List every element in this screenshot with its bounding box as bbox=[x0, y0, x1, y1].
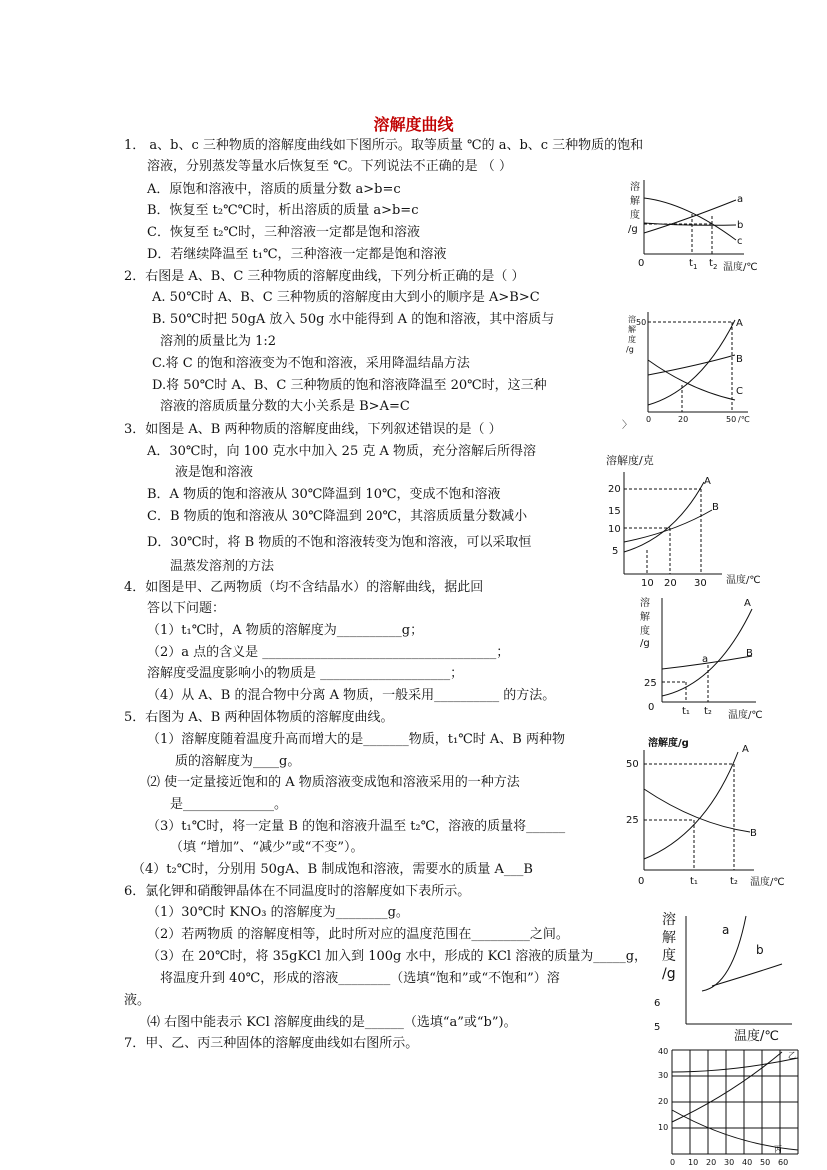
c2-label-A: A bbox=[736, 318, 743, 329]
c1-ylabel-2: 度 bbox=[630, 210, 640, 221]
text-line: （1）溶解度随着温度升高而增大的是_______物质，t₁℃时 A、B 两种物 bbox=[147, 732, 565, 747]
c1-label-c: c bbox=[737, 236, 743, 247]
c6-label-a: a bbox=[722, 923, 730, 937]
c3-curve-B bbox=[624, 510, 712, 542]
c1-origin: 0 bbox=[638, 258, 645, 269]
text-line: C.将 C 的饱和溶液变为不饱和溶液，采用降温结晶方法 bbox=[152, 356, 470, 371]
text-line: 答以下问题： bbox=[147, 601, 226, 616]
text-line: 溶液的溶质质量分数的大小关系是 B>A=C bbox=[160, 399, 410, 414]
c7-xtick: 30 bbox=[724, 1158, 735, 1167]
text-line: C．恢复至 t₂℃时，三种溶液一定都是饱和溶液 bbox=[147, 225, 421, 240]
text-line: 将温度升到 40℃，形成的溶液________（选填“饱和”或“不饱和”）溶 bbox=[160, 971, 560, 986]
c6-label-b: b bbox=[756, 943, 764, 957]
chart-q1 bbox=[626, 178, 776, 273]
c2-x20: 20 bbox=[678, 415, 689, 424]
c5-ylabel: 溶解度/g bbox=[648, 738, 689, 749]
c1-t2-sub: 2 bbox=[713, 263, 718, 271]
c3-x30: 30 bbox=[694, 578, 707, 589]
c1-t1-sub: 1 bbox=[693, 263, 698, 271]
c7-y10: 10 bbox=[658, 1123, 669, 1132]
c4-ylabel-2: 度 bbox=[640, 626, 650, 637]
chart-q2 bbox=[620, 310, 770, 430]
c3-y10: 10 bbox=[608, 524, 621, 535]
c7-y20: 20 bbox=[658, 1097, 669, 1106]
c3-y5: 5 bbox=[612, 546, 619, 557]
text-line: （4）从 A、B 的混合物中分离 A 物质，一般采用__________ 的方法。 bbox=[147, 688, 556, 703]
c7-xtick: 60 bbox=[778, 1158, 789, 1167]
c1-xlabel: 温度/℃ bbox=[723, 262, 758, 273]
c1-ylabel-3: /g bbox=[628, 224, 638, 235]
text-line: 4．如图是甲、乙两物质（均不含结晶水）的溶解曲线，据此回 bbox=[124, 580, 484, 595]
text-line: 溶解度受温度影响小的物质是 ____________________； bbox=[147, 666, 464, 681]
c6-ylabel-0: 溶 bbox=[662, 912, 676, 928]
c6-ylabel-1: 解 bbox=[662, 930, 676, 946]
text-line: 溶液，分别蒸发等量水后恢复至 ℃。下列说法不正确的是 （ ） bbox=[147, 159, 512, 174]
c7-y40: 40 bbox=[658, 1047, 669, 1056]
c1-ylabel-0: 溶 bbox=[630, 182, 640, 193]
c6-curve-b bbox=[712, 964, 782, 986]
text-line: ⑷ 右图中能表示 KCl 溶解度曲线的是______（选填“a”或“b”)。 bbox=[147, 1015, 517, 1030]
c7-xtick: 20 bbox=[706, 1158, 717, 1167]
c5-curve-A bbox=[644, 752, 738, 859]
text-line: 2．右图是 A、B、C 三种物质的溶解度曲线，下列分析正确的是（ ） bbox=[124, 269, 525, 284]
c2-curve-B bbox=[648, 355, 735, 375]
c4-xlabel: 温度/℃ bbox=[728, 710, 763, 721]
text-line: D．30℃时，将 B 物质的不饱和溶液转变为饱和溶液，可以采取恒 bbox=[147, 535, 532, 550]
c3-ylabel: 溶解度/克 bbox=[606, 454, 654, 467]
c3-x20: 20 bbox=[664, 578, 677, 589]
text-line: ⑵ 使一定量接近饱和的 A 物质溶液变成饱和溶液采用的一种方法 bbox=[147, 775, 520, 790]
c7-curve-jia bbox=[672, 1052, 782, 1122]
c2-mark: 〉 bbox=[622, 420, 632, 431]
text-line: A．30℃时，向 100 克水中加入 25 克 A 物质，充分溶解后所得溶 bbox=[147, 444, 537, 459]
c4-y25: 25 bbox=[644, 678, 657, 689]
c2-ylabel-3: /g bbox=[626, 345, 634, 354]
text-line: C．B 物质的饱和溶液从 30℃降温到 20℃，其溶质质量分数减小 bbox=[147, 509, 528, 524]
c4-ylabel-3: /g bbox=[640, 638, 650, 649]
c5-t1: t₁ bbox=[690, 876, 698, 887]
c2-ylabel-2: 度 bbox=[628, 335, 636, 344]
chart-q3 bbox=[604, 452, 774, 592]
text-line: 7．甲、乙、丙三种固体的溶解度曲线如右图所示。 bbox=[124, 1036, 419, 1051]
text-line: 温蒸发溶剂的方法 bbox=[170, 559, 275, 574]
c7-xtick: 40 bbox=[742, 1158, 753, 1167]
c7-label-bing: 丙 bbox=[774, 1145, 782, 1154]
text-line: （2）若两物质 的溶解度相等，此时所对应的温度范围在_________之间。 bbox=[147, 927, 569, 942]
c4-label-B: B bbox=[746, 648, 753, 659]
c3-label-A: A bbox=[704, 476, 711, 487]
text-line: （1）t₁℃时，A 物质的溶解度为__________g； bbox=[147, 623, 424, 638]
c2-ylabel-0: 溶 bbox=[628, 315, 636, 324]
c2-label-C: C bbox=[736, 386, 743, 397]
text-line: 是______________。 bbox=[170, 797, 288, 812]
c7-xtick: 10 bbox=[688, 1158, 699, 1167]
c7-label-yi: 乙 bbox=[788, 1051, 796, 1060]
text-line: A．原饱和溶液中，溶质的质量分数 a>b=c bbox=[147, 182, 401, 197]
c3-curve-A bbox=[624, 482, 704, 552]
page-title: 溶解度曲线 bbox=[373, 115, 454, 134]
c5-origin: 0 bbox=[638, 876, 645, 887]
c3-label-B: B bbox=[712, 502, 719, 513]
text-line: B．A 物质的饱和溶液从 30℃降温到 10℃，变成不饱和溶液 bbox=[147, 487, 501, 502]
c1-t2: t bbox=[709, 258, 713, 269]
c7-curve-yi bbox=[672, 1058, 798, 1072]
text-line: 液。 bbox=[124, 993, 151, 1008]
text-line: （3）在 20℃时，将 35gKCl 加入到 100g 水中，形成的 KCl 溶液的质量为_____g， bbox=[147, 949, 648, 964]
c6-side: 6 bbox=[654, 998, 661, 1009]
text-line: 液是饱和溶液 bbox=[175, 465, 254, 480]
c7-xtick: 0 bbox=[670, 1158, 676, 1167]
text-line: B．恢复至 t₂℃℃时，析出溶质的质量 a>b=c bbox=[147, 203, 419, 218]
c7-xtick: 50 bbox=[760, 1158, 771, 1167]
text-line: B. 50℃时把 50gA 放入 50g 水中能得到 A 的饱和溶液，其中溶质与 bbox=[152, 312, 555, 327]
c2-x0: 0 bbox=[646, 415, 652, 424]
c5-y25: 25 bbox=[626, 815, 639, 826]
c6-ylabel-2: 度 bbox=[662, 948, 676, 964]
c3-x10: 10 bbox=[641, 578, 654, 589]
c5-label-B: B bbox=[750, 828, 757, 839]
c1-label-b: b bbox=[737, 220, 744, 231]
c2-xunit: /℃ bbox=[738, 415, 750, 424]
c5-xlabel: 温度/℃ bbox=[750, 877, 785, 888]
chart-q6 bbox=[652, 906, 802, 1046]
text-line: A. 50℃时 A、B、C 三种物质的溶解度由大到小的顺序是 A>B>C bbox=[152, 290, 540, 305]
text-line: 1． a、b、c 三种物质的溶解度曲线如下图所示。取等质量 ℃的 a、b、c 三种物质的饱和 bbox=[124, 138, 644, 153]
c7-grid bbox=[672, 1050, 798, 1154]
c2-ylabel-1: 解 bbox=[628, 325, 636, 334]
c6-ylabel-3: /g bbox=[662, 966, 676, 982]
c3-y20: 20 bbox=[608, 484, 621, 495]
text-line: 5．右图为 A、B 两种固体物质的溶解度曲线。 bbox=[124, 710, 394, 725]
c6-xlabel: 温度/℃ bbox=[734, 1029, 779, 1044]
c2-label-B: B bbox=[736, 354, 743, 365]
text-line: D.将 50℃时 A、B、C 三种物质的饱和溶液降温至 20℃时，这三种 bbox=[152, 378, 547, 393]
c4-ylabel-1: 解 bbox=[640, 612, 650, 623]
c3-y15: 15 bbox=[608, 506, 621, 517]
c4-point-a: a bbox=[702, 654, 709, 665]
text-line: （填 “增加”、“减少”或“不变”）。 bbox=[170, 840, 364, 855]
text-line: 6．氯化钾和硝酸钾晶体在不同温度时的溶解度如下表所示。 bbox=[124, 884, 471, 899]
c5-label-A: A bbox=[742, 744, 749, 755]
c5-t2: t₂ bbox=[730, 876, 738, 887]
c1-t1: t bbox=[689, 258, 693, 269]
c4-origin: 0 bbox=[648, 702, 655, 713]
c1-curve-c bbox=[644, 198, 736, 240]
text-line: 质的溶解度为____g。 bbox=[175, 754, 301, 769]
c4-t2: t₂ bbox=[704, 706, 712, 717]
text-line: D．若继续降温至 t₁℃，三种溶液一定都是饱和溶液 bbox=[147, 247, 447, 262]
c1-label-a: a bbox=[737, 194, 744, 205]
c7-curve-bing bbox=[672, 1110, 798, 1150]
c6-side2: 5 bbox=[654, 1022, 661, 1033]
c2-curve-A bbox=[648, 320, 735, 405]
text-line: （2）a 点的含义是 ____________________________________； bbox=[147, 645, 510, 660]
chart-q7 bbox=[652, 1044, 802, 1168]
c2-y50: 50 bbox=[636, 318, 647, 327]
c4-label-A: A bbox=[744, 598, 751, 609]
chart-q5 bbox=[626, 734, 796, 889]
text-line: （3）t₁℃时，将一定量 B 的饱和溶液升温至 t₂℃，溶液的质量将______ bbox=[147, 819, 566, 834]
c4-ylabel-0: 溶 bbox=[640, 598, 650, 609]
chart-q4 bbox=[636, 594, 786, 719]
c5-y50: 50 bbox=[626, 759, 639, 770]
c4-t1: t₁ bbox=[682, 706, 690, 717]
text-line: 溶剂的质量比为 1:2 bbox=[160, 334, 277, 349]
text-line: 3．如图是 A、B 两种物质的溶解度曲线，下列叙述错误的是（ ） bbox=[124, 422, 502, 437]
c1-ylabel-1: 解 bbox=[630, 196, 640, 207]
c4-curve-A bbox=[662, 609, 752, 696]
text-line: （4）t₂℃时，分别用 50gA、B 制成饱和溶液，需要水的质量 A___B bbox=[132, 862, 533, 877]
c3-xlabel: 温度/℃ bbox=[726, 575, 761, 586]
text-line: （1）30℃时 KNO₃ 的溶解度为________g。 bbox=[147, 905, 409, 920]
c7-y30: 30 bbox=[658, 1071, 669, 1080]
c2-x50: 50 bbox=[726, 415, 737, 424]
c1-curve-a bbox=[644, 200, 736, 233]
